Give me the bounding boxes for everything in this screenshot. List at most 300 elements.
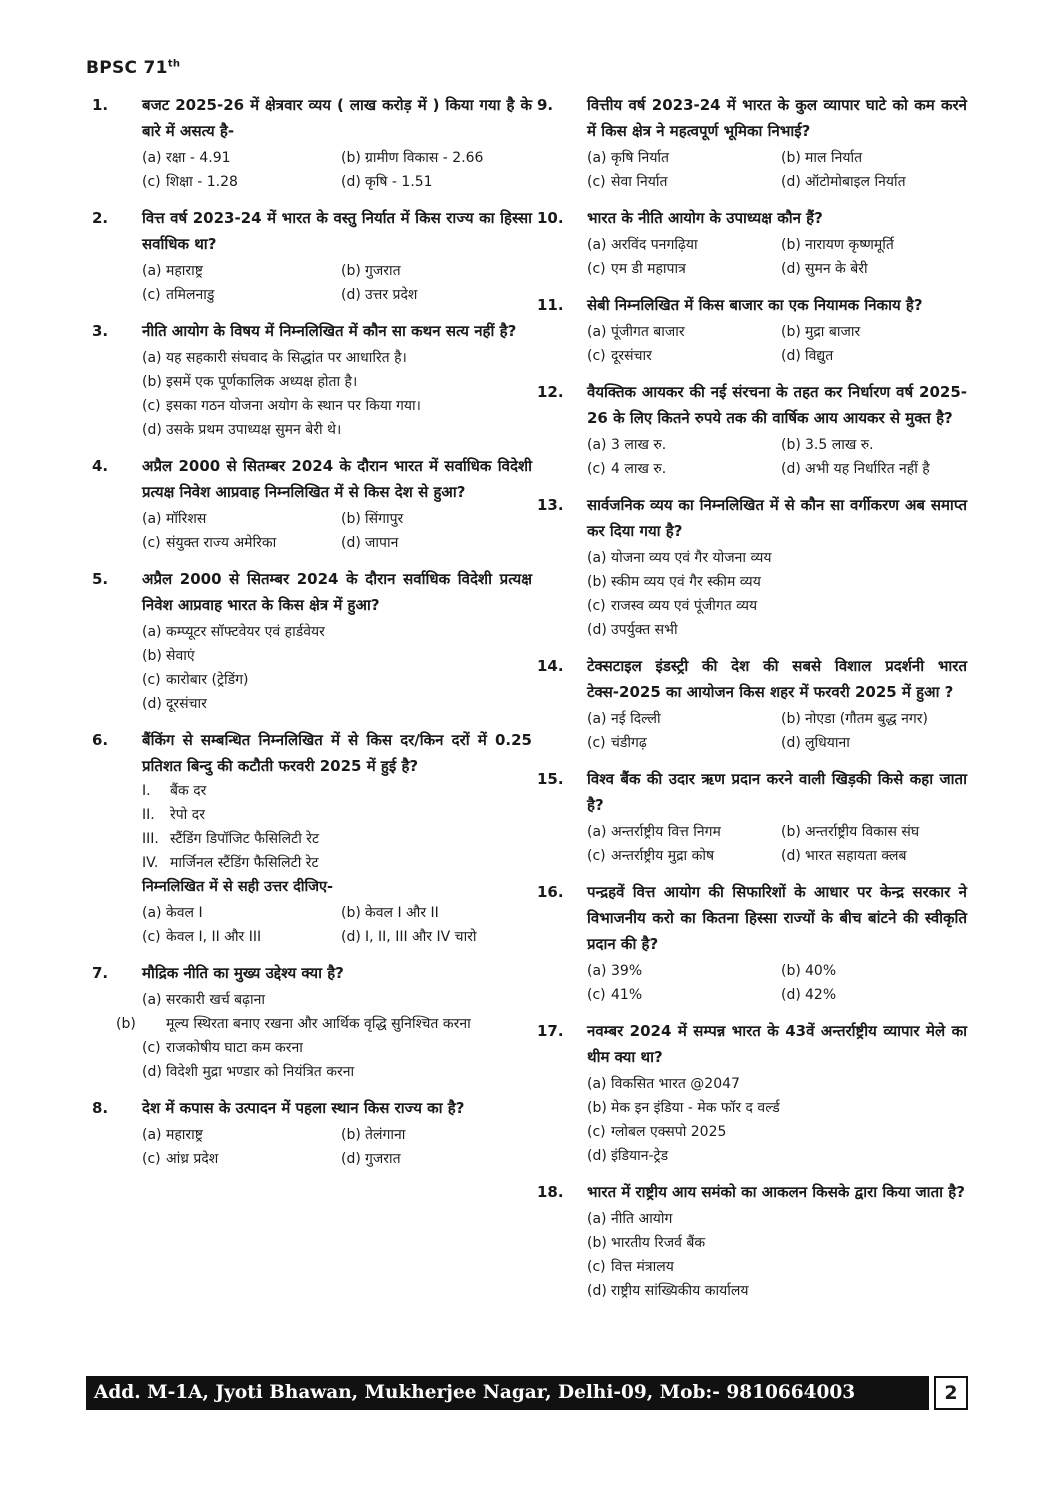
option-text: इसका गठन योजना अयोग के स्थान पर किया गया। — [166, 398, 421, 414]
option-text: I, II, III और IV चारो — [365, 929, 477, 945]
option-text: महाराष्ट्र — [166, 263, 203, 279]
option-label: (d) — [142, 1064, 162, 1080]
option-item — [142, 283, 333, 307]
option-item — [341, 531, 532, 555]
option-item — [587, 844, 773, 868]
option-text: संयुक्त राज्य अमेरिका — [166, 535, 277, 551]
option-label: (d) — [781, 348, 801, 364]
question-number: 13. — [537, 496, 564, 514]
option-item — [587, 320, 773, 344]
option-text: भारतीय रिजर्व बैंक — [611, 1235, 706, 1251]
option-label: (d) — [341, 287, 361, 303]
question-text: वैयक्तिक आयकर की नई संरचना के तहत कर निर्धारण वर्ष 2025-26 के लिए कितने रुपये तक की वार्षिक आय आयकर से मुक्त है? — [587, 383, 967, 427]
option-item — [781, 433, 967, 457]
option-text: आंध्र प्रदेश — [166, 1151, 219, 1167]
option-text: राजकोषीय घाटा कम करना — [166, 1040, 303, 1056]
option-text: भारत सहायता क्लब — [805, 848, 907, 864]
option-text: 40% — [805, 963, 837, 979]
option-label: (c) — [587, 735, 606, 751]
option-label: (b) — [781, 324, 801, 340]
option-label: (b) — [587, 1235, 607, 1251]
option-item — [587, 959, 773, 983]
option-label: (b) — [781, 824, 801, 840]
options-list — [142, 620, 532, 716]
option-label: (c) — [142, 1040, 161, 1056]
option-item — [587, 594, 967, 618]
question-text: नवम्बर 2024 में सम्पन्न भारत के 43वें अन्तर्राष्ट्रीय व्यापार मेले का थीम क्या था? — [587, 1022, 967, 1066]
statement-text: स्टैंडिंग डिपॉजिट फैसिलिटी रेट — [170, 831, 320, 847]
option-item — [587, 1231, 967, 1255]
question-text: बैंकिंग से सम्बन्धित निम्नलिखित में से किस दर/किन दरों में 0.25 प्रतिशत बिन्दु की कटौती फरवरी 2025 में हुई है? — [142, 731, 532, 775]
option-item — [781, 983, 967, 1007]
option-item — [587, 1207, 967, 1231]
option-text: मॉरिशस — [166, 511, 207, 527]
option-item — [781, 731, 967, 755]
option-item — [587, 1120, 967, 1144]
question-text: अप्रैल 2000 से सितम्बर 2024 के दौरान भारत में सर्वाधिक विदेशी प्रत्यक्ष निवेश आप्रवाह निम्नलिखित में से किस देश से हुआ? — [142, 457, 532, 501]
option-item — [587, 1096, 967, 1120]
option-item — [587, 1144, 967, 1168]
options-list — [587, 959, 967, 1007]
option-text: तेलंगाना — [365, 1127, 406, 1143]
options-list — [142, 259, 532, 307]
option-text: सेवा निर्यात — [611, 174, 668, 190]
option-label: (b) — [142, 648, 162, 664]
page-number: 2 — [934, 1376, 968, 1410]
question-number: 10. — [537, 209, 564, 227]
option-item — [341, 925, 532, 949]
question-text: देश में कपास के उत्पादन में पहला स्थान किस राज्य का है? — [142, 1099, 465, 1117]
option-item — [587, 457, 773, 481]
option-item — [142, 925, 333, 949]
options-list — [142, 146, 532, 194]
option-item — [587, 546, 967, 570]
option-label: (b) — [781, 963, 801, 979]
question-block — [537, 766, 967, 868]
exam-title: BPSC 71 — [86, 58, 168, 78]
option-label: (c) — [142, 287, 161, 303]
question-number: 17. — [537, 1022, 564, 1040]
options-list — [142, 346, 532, 442]
option-text: 41% — [611, 987, 643, 1003]
question-block — [92, 1095, 532, 1171]
option-item — [587, 1279, 967, 1303]
option-item — [116, 1012, 532, 1036]
question-text: मौद्रिक नीति का मुख्य उद्देश्य क्या है? — [142, 964, 344, 982]
option-label: (c) — [587, 1124, 606, 1140]
option-item — [142, 988, 532, 1012]
question-text: भारत में राष्ट्रीय आय समंको का आकलन किसके द्वारा किया जाता है? — [587, 1183, 965, 1201]
question-block — [537, 1179, 967, 1303]
option-text: नई दिल्ली — [611, 711, 661, 727]
option-text: सिंगापुर — [365, 511, 404, 527]
option-text: मूल्य स्थिरता बनाए रखना और आर्थिक वृद्धि सुनिश्चित करना — [166, 1016, 471, 1032]
option-item — [142, 146, 333, 170]
footer-address: Add. M-1A, Jyoti Bhawan, Mukherjee Nagar, Delhi-09, Mob:- 9810664003 — [86, 1376, 929, 1410]
question-text: पन्द्रहवें वित्त आयोग की सिफारिशों के आधार पर केन्द्र सरकार ने विभाजनीय करो का कितना हिस्सा राज्यों के बीच बांटने की स्वीकृति प्रदान की है? — [587, 883, 967, 953]
option-item — [142, 394, 532, 418]
option-text: सरकारी खर्च बढ़ाना — [166, 992, 266, 1008]
option-label: (c) — [587, 261, 606, 277]
option-label: (d) — [781, 461, 801, 477]
option-text: केवल I, II और III — [166, 929, 262, 945]
option-text: अन्तर्राष्ट्रीय विकास संघ — [805, 824, 920, 840]
options-list — [587, 707, 967, 755]
option-label: (b) — [341, 263, 361, 279]
question-number: 8. — [92, 1099, 109, 1117]
option-label: (c) — [142, 929, 161, 945]
question-number: 12. — [537, 383, 564, 401]
option-label: (a) — [142, 1127, 162, 1143]
option-item — [781, 457, 967, 481]
options-list — [587, 1207, 967, 1303]
option-item — [142, 644, 532, 668]
option-text: यह सहकारी संघवाद के सिद्धांत पर आधारित है। — [166, 350, 407, 366]
option-text: केवल I और II — [365, 905, 439, 921]
option-item — [587, 233, 773, 257]
option-item — [142, 507, 333, 531]
option-text: विद्युत — [805, 348, 834, 364]
option-text: कम्प्यूटर सॉफ्टवेयर एवं हार्डवेयर — [166, 624, 325, 640]
statement-item — [142, 827, 532, 851]
option-text: रक्षा - 4.91 — [166, 150, 231, 166]
question-number: 4. — [92, 457, 109, 475]
option-label: (c) — [587, 174, 606, 190]
question-text: वित्त वर्ष 2023-24 में भारत के वस्तु निर्यात में किस राज्य का हिस्सा सर्वाधिक था? — [142, 209, 532, 253]
question-text: भारत के नीति आयोग के उपाध्यक्ष कौन हैं? — [587, 209, 823, 227]
question-text: नीति आयोग के विषय में निम्नलिखित में कौन सा कथन सत्य नहीं है? — [142, 322, 517, 340]
question-block — [92, 205, 532, 307]
option-label: (a) — [587, 437, 607, 453]
option-item — [587, 433, 773, 457]
option-text: विकसित भारत @2047 — [611, 1076, 740, 1092]
option-label: (c) — [142, 174, 161, 190]
option-label: (d) — [341, 1151, 361, 1167]
option-text: नोएडा (गौतम बुद्ध नगर) — [805, 711, 928, 727]
option-text: इंडियान-ट्रेड — [611, 1148, 669, 1164]
option-label: (b) — [587, 1100, 607, 1116]
option-label: (d) — [781, 174, 801, 190]
option-label: (a) — [142, 150, 162, 166]
option-item — [341, 146, 532, 170]
option-text: योजना व्यय एवं गैर योजना व्यय — [611, 550, 772, 566]
option-text: माल निर्यात — [805, 150, 863, 166]
option-item — [142, 1123, 333, 1147]
option-item — [587, 1255, 967, 1279]
option-text: एम डी महापात्र — [611, 261, 686, 277]
option-item — [142, 170, 333, 194]
option-text: कृषि - 1.51 — [365, 174, 433, 190]
question-block — [537, 292, 967, 368]
option-text: उपर्युक्त सभी — [611, 622, 678, 638]
option-label: (d) — [341, 535, 361, 551]
option-label: (a) — [142, 511, 162, 527]
options-list — [142, 507, 532, 555]
option-label: (b) — [341, 1127, 361, 1143]
option-text: तमिलनाडु — [166, 287, 215, 303]
options-list — [587, 433, 967, 481]
question-text: वित्तीय वर्ष 2023-24 में भारत के कुल व्यापार घाटे को कम करने में किस क्षेत्र ने महत्वपूर्ण भूमिका निभाई? — [587, 96, 967, 140]
option-item — [587, 820, 773, 844]
option-text: अरविंद पनगढ़िया — [611, 237, 698, 253]
option-text: राष्ट्रीय सांख्यिकीय कार्यालय — [611, 1283, 749, 1299]
option-item — [341, 507, 532, 531]
question-number: 5. — [92, 570, 109, 588]
option-text: पूंजीगत बाजार — [611, 324, 685, 340]
options-list — [142, 901, 532, 949]
option-label: (a) — [587, 1076, 607, 1092]
option-item — [142, 620, 532, 644]
option-text: केवल I — [166, 905, 203, 921]
option-label: (c) — [587, 1259, 606, 1275]
option-text: उसके प्रथम उपाध्यक्ष सुमन बेरी थे। — [166, 422, 342, 438]
option-label: (a) — [142, 905, 162, 921]
statement-label: I. — [142, 783, 151, 799]
option-text: नारायण कृष्णमूर्ति — [805, 237, 894, 253]
statement-label: III. — [142, 831, 159, 847]
option-item — [142, 1036, 532, 1060]
question-text: अप्रैल 2000 से सितम्बर 2024 के दौरान सर्वाधिक विदेशी प्रत्यक्ष निवेश आप्रवाह भारत के किस क्षेत्र में हुआ? — [142, 570, 532, 614]
option-text: महाराष्ट्र — [166, 1127, 203, 1143]
question-number: 18. — [537, 1183, 564, 1201]
option-item — [142, 418, 532, 442]
question-block — [537, 205, 967, 281]
option-label: (b) — [781, 711, 801, 727]
option-text: 3 लाख रु. — [611, 437, 667, 453]
option-text: ग्रामीण विकास - 2.66 — [365, 150, 484, 166]
option-item — [781, 146, 967, 170]
question-number: 6. — [92, 731, 109, 749]
option-item — [142, 901, 333, 925]
option-text: मेक इन इंडिया - मेक फॉर द वर्ल्ड — [611, 1100, 780, 1116]
option-text: गुजरात — [365, 263, 401, 279]
option-text: लुधियाना — [805, 735, 850, 751]
option-label: (b) — [341, 150, 361, 166]
option-item — [587, 570, 967, 594]
statement-text: बैंक दर — [170, 783, 207, 799]
option-text: जापान — [365, 535, 399, 551]
question-text: टेक्सटाइल इंडस्ट्री की देश की सबसे विशाल प्रदर्शनी भारत टेक्स-2025 का आयोजन किस शहर में फरवरी 2025 में हुआ ? — [587, 657, 967, 701]
option-label: (c) — [142, 398, 161, 414]
options-list — [587, 820, 967, 868]
option-label: (c) — [587, 348, 606, 364]
option-label: (a) — [587, 150, 607, 166]
option-label: (a) — [587, 963, 607, 979]
option-label: (a) — [142, 992, 162, 1008]
option-text: कारोबार (ट्रेडिंग) — [166, 672, 249, 688]
option-item — [142, 692, 532, 716]
question-number: 15. — [537, 770, 564, 788]
question-number: 3. — [92, 322, 109, 340]
option-label: (b) — [781, 150, 801, 166]
option-item — [341, 170, 532, 194]
option-label: (b) — [142, 374, 162, 390]
option-label: (c) — [587, 848, 606, 864]
option-label: (d) — [142, 696, 162, 712]
statement-label: II. — [142, 807, 155, 823]
option-item — [781, 844, 967, 868]
option-item — [142, 668, 532, 692]
option-item — [587, 983, 773, 1007]
question-block — [92, 960, 532, 1084]
option-item — [142, 259, 333, 283]
question-number: 11. — [537, 296, 564, 314]
option-text: स्कीम व्यय एवं गैर स्कीम व्यय — [611, 574, 761, 590]
statement-item — [142, 803, 532, 827]
option-label: (c) — [587, 461, 606, 477]
question-number: 2. — [92, 209, 109, 227]
option-item — [587, 146, 773, 170]
question-number: 9. — [537, 96, 554, 114]
option-text: 39% — [611, 963, 643, 979]
question-block — [92, 453, 532, 555]
question-block — [537, 492, 967, 642]
option-label: (d) — [341, 929, 361, 945]
option-text: सेवाएं — [166, 648, 195, 664]
statement-item — [142, 851, 532, 875]
option-text: ग्लोबल एक्सपो 2025 — [611, 1124, 727, 1140]
option-label: (b) — [781, 437, 801, 453]
option-item — [781, 344, 967, 368]
option-item — [587, 170, 773, 194]
option-label: (c) — [142, 672, 161, 688]
option-item — [587, 257, 773, 281]
options-list — [142, 1123, 532, 1171]
option-label: (a) — [587, 1211, 607, 1227]
statement-item — [142, 779, 532, 803]
sub-question-text: निम्नलिखित में से सही उत्तर दीजिए- — [142, 879, 334, 895]
page-header — [86, 58, 180, 78]
statement-label: IV. — [142, 855, 159, 871]
question-number: 7. — [92, 964, 109, 982]
option-text: ऑटोमोबाइल निर्यात — [805, 174, 906, 190]
option-label: (d) — [587, 1148, 607, 1164]
option-text: चंडीगढ़ — [611, 735, 647, 751]
option-item — [781, 170, 967, 194]
options-list — [587, 146, 967, 194]
option-label: (d) — [587, 1283, 607, 1299]
question-block — [92, 92, 532, 194]
option-label: (a) — [142, 624, 162, 640]
option-item — [781, 257, 967, 281]
option-label: (d) — [587, 622, 607, 638]
question-block — [92, 566, 532, 716]
option-item — [587, 344, 773, 368]
option-text: अभी यह निर्धारित नहीं है — [805, 461, 930, 477]
option-item — [142, 531, 333, 555]
option-text: सुमन के बेरी — [805, 261, 868, 277]
option-item — [781, 959, 967, 983]
option-item — [142, 1147, 333, 1171]
option-text: वित्त मंत्रालय — [611, 1259, 674, 1275]
option-label: (d) — [781, 848, 801, 864]
left-column — [92, 92, 532, 1182]
option-label: (d) — [142, 422, 162, 438]
option-text: राजस्व व्यय एवं पूंजीगत व्यय — [611, 598, 758, 614]
statement-text: रेपो दर — [170, 807, 205, 823]
option-text: विदेशी मुद्रा भण्डार को नियंत्रित करना — [166, 1064, 355, 1080]
option-text: अन्तर्राष्ट्रीय मुद्रा कोष — [611, 848, 715, 864]
option-text: इसमें एक पूर्णकालिक अध्यक्ष होता है। — [166, 374, 358, 390]
question-number: 1. — [92, 96, 109, 114]
option-text: शिक्षा - 1.28 — [166, 174, 238, 190]
option-label: (d) — [781, 735, 801, 751]
option-item — [341, 1123, 532, 1147]
option-label: (a) — [587, 824, 607, 840]
option-label: (a) — [142, 350, 162, 366]
option-item — [341, 1147, 532, 1171]
option-item — [142, 1060, 532, 1084]
option-text: गुजरात — [365, 1151, 401, 1167]
option-label: (a) — [587, 324, 607, 340]
question-text: बजट 2025-26 में क्षेत्रवार व्यय ( लाख करोड़ में ) किया गया है के बारे में असत्य है- — [142, 96, 532, 140]
option-item — [587, 731, 773, 755]
option-text: मुद्रा बाजार — [805, 324, 861, 340]
option-label: (a) — [587, 550, 607, 566]
option-item — [341, 259, 532, 283]
option-item — [341, 283, 532, 307]
options-list — [587, 546, 967, 642]
option-label: (c) — [142, 1151, 161, 1167]
option-label: (d) — [781, 261, 801, 277]
option-item — [341, 901, 532, 925]
exam-title-suffix: th — [167, 58, 181, 70]
question-block — [537, 379, 967, 481]
option-text: उत्तर प्रदेश — [365, 287, 418, 303]
option-label: (c) — [142, 535, 161, 551]
options-list — [587, 233, 967, 281]
question-number: 14. — [537, 657, 564, 675]
statement-text: मार्जिनल स्टैंडिंग फैसिलिटी रेट — [170, 855, 319, 871]
option-text: 3.5 लाख रु. — [805, 437, 874, 453]
question-text: सेबी निम्नलिखित में किस बाजार का एक नियामक निकाय है? — [587, 296, 923, 314]
question-block — [537, 653, 967, 755]
option-label: (a) — [142, 263, 162, 279]
option-item — [781, 707, 967, 731]
question-text: विश्व बैंक की उदार ऋण प्रदान करने वाली खिड़की किसे कहा जाता है? — [587, 770, 967, 814]
question-block — [537, 1018, 967, 1168]
question-block — [537, 879, 967, 1007]
right-column — [537, 92, 967, 1314]
option-item — [781, 320, 967, 344]
option-item — [781, 820, 967, 844]
option-text: 4 लाख रु. — [611, 461, 667, 477]
question-number: 16. — [537, 883, 564, 901]
option-label: (b) — [587, 574, 607, 590]
option-item — [142, 370, 532, 394]
option-label: (d) — [781, 987, 801, 1003]
option-item — [142, 346, 532, 370]
option-label: (b) — [341, 905, 361, 921]
options-list — [116, 988, 532, 1084]
question-block — [92, 727, 532, 949]
option-item — [587, 707, 773, 731]
option-text: नीति आयोग — [611, 1211, 673, 1227]
option-label: (b) — [781, 237, 801, 253]
option-text: दूरसंचार — [611, 348, 652, 364]
option-label: (b) — [116, 1016, 136, 1032]
option-text: 42% — [805, 987, 837, 1003]
option-item — [587, 618, 967, 642]
question-text: सार्वजनिक व्यय का निम्नलिखित में से कौन सा वर्गीकरण अब समाप्त कर दिया गया है? — [587, 496, 967, 540]
option-text: अन्तर्राष्ट्रीय वित्त निगम — [611, 824, 721, 840]
option-label: (c) — [587, 987, 606, 1003]
option-item — [781, 233, 967, 257]
option-label: (d) — [341, 174, 361, 190]
option-label: (a) — [587, 237, 607, 253]
option-label: (b) — [341, 511, 361, 527]
option-item — [587, 1072, 967, 1096]
